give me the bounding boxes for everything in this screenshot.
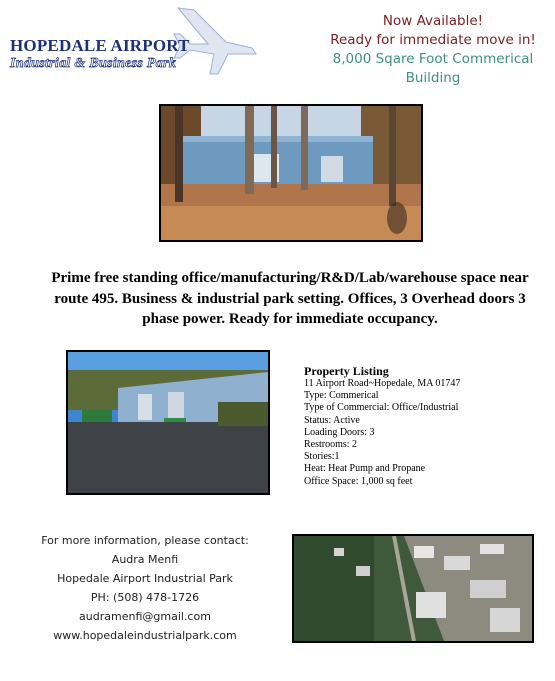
availability-announcement [318, 12, 548, 88]
property-listing [304, 364, 544, 488]
logo-title: HOPEDALE AIRPORT [10, 36, 190, 55]
contact-name: Audra Menfi [111, 553, 179, 566]
listing-loading-doors: Loading Doors: 3 [304, 426, 375, 438]
listing-office-space: Office Space: 1,000 sq feet [304, 475, 413, 487]
building-side-photo [66, 350, 270, 495]
listing-status: Status: Active [304, 414, 360, 426]
building-photo [159, 104, 423, 242]
contact-phone: PH: (508) 478-1726 [90, 591, 200, 604]
contact-email[interactable]: audramenfi@gmail.com [79, 610, 211, 623]
park-logo [8, 4, 260, 76]
listing-commercial-type: Type of Commercial: Office/Industrial [304, 402, 459, 414]
listing-heat: Heat: Heat Pump and Propane [304, 463, 426, 475]
listing-address: 11 Airport Road~Hopedale, MA 01747 [304, 378, 461, 389]
aerial-map-photo [292, 534, 534, 643]
contact-company: Hopedale Airport Industrial Park [57, 572, 233, 585]
contact-website[interactable]: www.hopedaleindustrialpark.com [53, 629, 237, 642]
announce-line-2: Ready for immediate move in! [330, 32, 536, 48]
listing-title: Property Listing [304, 364, 389, 378]
listing-stories: Stories:1 [304, 451, 340, 463]
announce-line-1: Now Available! [382, 13, 484, 29]
announce-line-3: 8,000 Sqare Foot Commerical [332, 51, 534, 67]
listing-restrooms: Restrooms: 2 [304, 439, 358, 451]
contact-intro: For more information, please contact: [41, 534, 249, 547]
listing-type: Type: Commerical [304, 390, 379, 402]
property-description: Prime free standing office/manufacturing/R&D/Lab/warehouse space near route 495. Business & industrial park setting. Offices, 3 Overhead doors 3 phase power. Ready for immediate occupancy. [51, 270, 529, 327]
announce-line-4: Building [405, 70, 461, 86]
contact-info [30, 531, 260, 645]
logo-subtitle: Industrial & Business Park [10, 56, 177, 71]
